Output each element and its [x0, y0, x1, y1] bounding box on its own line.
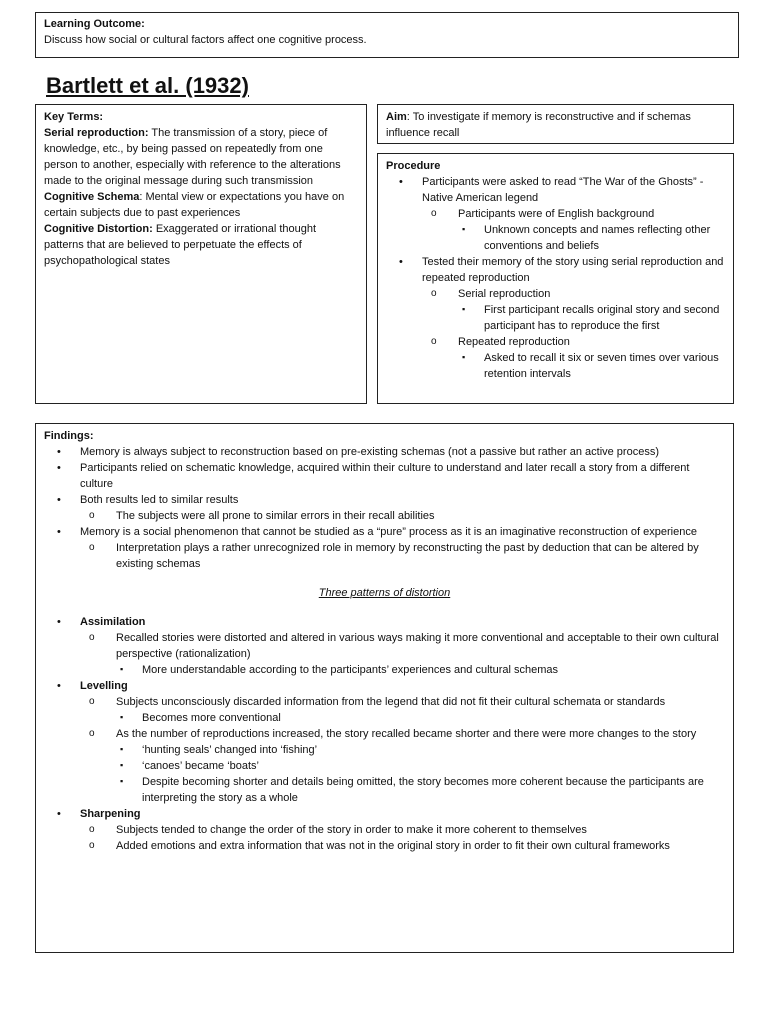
key-term	[44, 221, 358, 269]
bullet-text: Levelling	[80, 680, 128, 692]
bullet-item-level-1	[386, 174, 725, 254]
findings-box	[35, 423, 734, 953]
bullet-item-level-3	[116, 662, 725, 678]
procedure-box	[377, 153, 734, 404]
key-term-name: Cognitive Distortion:	[44, 223, 153, 235]
key-term	[44, 125, 358, 189]
bullet-text: Participants were asked to read “The War of the Ghosts” - Native American legend	[422, 176, 704, 204]
key-term-name: Cognitive Schema	[44, 191, 140, 203]
sub-list	[80, 630, 725, 678]
bullet-marker-icon: •	[57, 526, 61, 538]
bullet-marker-icon: o	[89, 632, 95, 643]
key-term-name: Serial reproduction:	[44, 127, 149, 139]
bullet-marker-icon: o	[89, 824, 95, 835]
bullet-text: Recalled stories were distorted and altered in various ways making it more conventional and acceptable to their own cultural perspective (rationalization)	[116, 632, 719, 660]
bullet-text: As the number of reproductions increased, the story recalled became shorter and there were more changes to the story	[116, 728, 697, 740]
sub-list	[458, 222, 725, 254]
key-term-definition: Exaggerated or irrational thought patterns that are believed to perpetuate the effects of psychopathological states	[44, 223, 317, 267]
bullet-marker-icon: o	[89, 542, 95, 553]
bullet-text: Tested their memory of the story using serial reproduction and repeated reproduction	[422, 256, 724, 284]
bullet-item-level-2	[80, 726, 725, 806]
bullet-text: Becomes more conventional	[142, 712, 281, 724]
bullet-item-level-2	[80, 694, 725, 726]
sub-list	[80, 540, 725, 572]
bullet-text: ‘hunting seals’ changed into ‘fishing’	[142, 744, 318, 756]
bullet-item-level-2	[80, 822, 725, 838]
sub-list	[80, 694, 725, 806]
learning-outcome-label: Learning Outcome:	[44, 18, 145, 30]
procedure-list	[386, 174, 725, 382]
bullet-marker-icon: ▪	[462, 224, 466, 234]
bullet-text: Repeated reproduction	[458, 336, 570, 348]
bullet-item-level-1	[44, 492, 725, 524]
bullet-item-level-2	[80, 630, 725, 678]
bullet-text: The subjects were all prone to similar errors in their recall abilities	[116, 510, 435, 522]
bullet-text: Both results led to similar results	[80, 494, 239, 506]
bullet-item-level-2	[80, 838, 725, 854]
bullet-text: Subjects unconsciously discarded information from the legend that did not fit their cultural schemata or standards	[116, 696, 666, 708]
sub-list	[458, 350, 725, 382]
bullet-item-level-2	[80, 540, 725, 572]
bullet-marker-icon: o	[89, 840, 95, 851]
bullet-marker-icon: ▪	[120, 776, 124, 786]
key-term	[44, 189, 358, 221]
bullet-text: Memory is a social phenomenon that cannot be studied as a “pure” process as it is an imaginative reconstruction of experience	[80, 526, 697, 538]
key-term-definition: : Mental view or expectations you have on certain subjects due to past experiences	[44, 191, 345, 219]
bullet-marker-icon: ▪	[120, 712, 124, 722]
bullet-item-level-1	[44, 806, 725, 854]
bullet-text: Memory is always subject to reconstruction based on pre-existing schemas (not a passive but rather an active process)	[80, 446, 659, 458]
bullet-marker-icon: o	[89, 696, 95, 707]
bullet-text: Sharpening	[80, 808, 141, 820]
procedure-heading: Procedure	[386, 160, 441, 172]
bullet-marker-icon: o	[431, 208, 437, 219]
bullet-item-level-1	[44, 678, 725, 806]
bullet-text: ‘canoes’ became ‘boats’	[142, 760, 259, 772]
sub-list	[116, 662, 725, 678]
bullet-item-level-3	[458, 350, 725, 382]
bullet-marker-icon: •	[57, 616, 61, 628]
bullet-text: Participants were of English background	[458, 208, 655, 220]
bullet-marker-icon: ▪	[120, 744, 124, 754]
bullet-item-level-2	[422, 206, 725, 254]
bullet-item-level-2	[80, 508, 725, 524]
sub-list	[80, 508, 725, 524]
sub-list	[80, 822, 725, 854]
bullet-marker-icon: o	[89, 510, 95, 521]
aim-label: Aim	[386, 111, 407, 123]
bullet-text: Asked to recall it six or seven times over various retention intervals	[484, 352, 719, 380]
aim-box	[377, 104, 734, 144]
bullet-text: Interpretation plays a rather unrecognized role in memory by reconstructing the past by deduction that can be altered by existing schemas	[116, 542, 699, 570]
bullet-text: Unknown concepts and names reflecting other conventions and beliefs	[484, 224, 711, 252]
bullet-item-level-1	[44, 444, 725, 460]
bullet-marker-icon: o	[431, 336, 437, 347]
key-terms-heading: Key Terms:	[44, 111, 104, 123]
aim-text: : To investigate if memory is reconstructive and if schemas influence recall	[386, 111, 691, 139]
bullet-marker-icon: ▪	[120, 760, 124, 770]
bullet-marker-icon: •	[57, 462, 61, 474]
patterns-title: Three patterns of distortion	[318, 587, 451, 599]
bullet-item-level-1	[386, 254, 725, 382]
patterns-list	[44, 614, 725, 854]
sub-list	[422, 206, 725, 254]
bullet-text: Assimilation	[80, 616, 146, 628]
sub-list	[458, 302, 725, 334]
learning-outcome-box	[35, 12, 739, 58]
bullet-item-level-2	[422, 286, 725, 334]
bullet-marker-icon: •	[399, 256, 403, 268]
bullet-text: Participants relied on schematic knowledge, acquired within their culture to understand and later recall a story from a different culture	[80, 462, 690, 490]
sub-list	[422, 286, 725, 382]
bullet-marker-icon: ▪	[462, 352, 466, 362]
bullet-marker-icon: ▪	[120, 664, 124, 674]
bullet-item-level-3	[458, 222, 725, 254]
bullet-marker-icon: •	[57, 494, 61, 506]
findings-list	[44, 444, 725, 572]
bullet-item-level-3	[116, 710, 725, 726]
bullet-item-level-1	[44, 460, 725, 492]
bullet-marker-icon: •	[57, 680, 61, 692]
sub-list	[116, 710, 725, 726]
key-terms-box	[35, 104, 367, 404]
bullet-text: Added emotions and extra information that was not in the original story in order to fit their own cultural frameworks	[116, 840, 670, 852]
bullet-text: Subjects tended to change the order of the story in order to make it more coherent to themselves	[116, 824, 587, 836]
learning-outcome-text: Discuss how social or cultural factors affect one cognitive process.	[44, 34, 367, 46]
bullet-text: Despite becoming shorter and details being omitted, the story becomes more coherent because the participants are interpreting the story as a whole	[142, 776, 704, 804]
bullet-marker-icon: o	[89, 728, 95, 739]
findings-heading: Findings:	[44, 430, 94, 442]
sub-list	[116, 742, 725, 806]
bullet-item-level-1	[44, 524, 725, 572]
bullet-text: Serial reproduction	[458, 288, 551, 300]
bullet-marker-icon: •	[57, 446, 61, 458]
bullet-marker-icon: o	[431, 288, 437, 299]
bullet-marker-icon: •	[57, 808, 61, 820]
bullet-item-level-3	[116, 742, 725, 758]
bullet-item-level-3	[116, 774, 725, 806]
page-title: Bartlett et al. (1932)	[46, 73, 249, 98]
bullet-text: First participant recalls original story and second participant has to reproduce the first	[484, 304, 720, 332]
bullet-text: More understandable according to the participants’ experiences and cultural schemas	[142, 664, 558, 676]
key-term-definition: The transmission of a story, piece of knowledge, etc., by being passed on repeatedly from one person to another, especially with reference to the alterations made to the original message during such transmission	[44, 127, 341, 187]
bullet-marker-icon: ▪	[462, 304, 466, 314]
bullet-item-level-2	[422, 334, 725, 382]
bullet-item-level-3	[116, 758, 725, 774]
bullet-item-level-3	[458, 302, 725, 334]
bullet-item-level-1	[44, 614, 725, 678]
bullet-marker-icon: •	[399, 176, 403, 188]
